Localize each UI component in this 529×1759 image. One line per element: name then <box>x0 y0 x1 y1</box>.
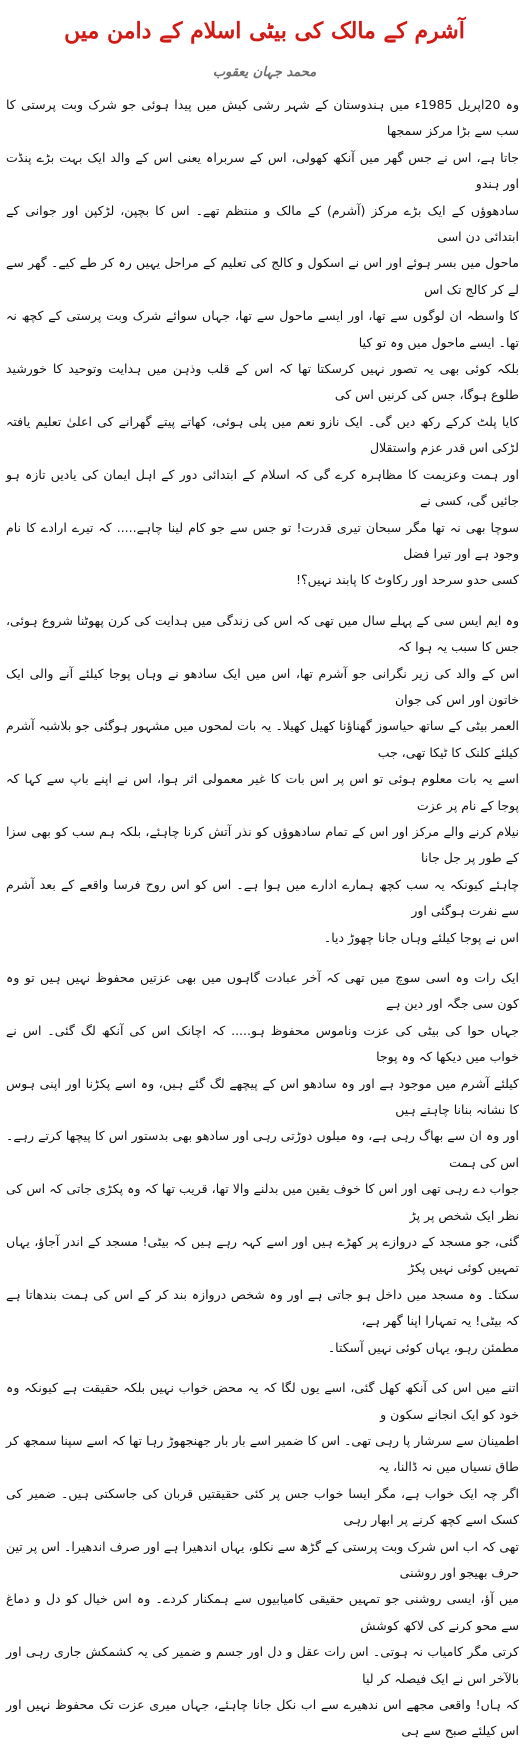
text-line: جواب دے رہی تھی اور اس کا خوف یقین میں بدلنے والا تھا، قریب تھا کہ وہ پکڑی جاتی کہ اس کی نظر ایک شخص پر پڑ <box>6 1181 519 1223</box>
paragraph-4 <box>6 1375 519 1745</box>
paragraph-3 <box>6 965 519 1361</box>
text-line: کیلئے آشرم میں موجود ہے اور وہ سادھو اس کے پیچھے لگ گئے ہیں، وہ اسے پکڑنا اور اپنی ہوس کا نشانہ بنانا چاہتے ہیں <box>6 1075 519 1118</box>
text-line: کا واسطہ ان لوگوں سے تھا، اور ایسے ماحول سے تھا، جہاں سوائے شرک وبت پرستی کے کچھ نہ تھا۔ ایسے ماحول میں وہ تو کیا <box>6 308 519 350</box>
text-line: وہ ایم ایس سی کے پہلے سال میں تھی کہ اس کی زندگی میں ہدایت کی کرن پھوٹنا شروع ہوئی، جس کا سبب یہ ہوا کہ <box>6 612 519 655</box>
article-body <box>6 92 519 1759</box>
text-line: جاتا ہے، اس نے جس گھر میں آنکھ کھولی، اس کے سربراہ یعنی اس کے والد ایک بہت بڑے پنڈت اور ہندو <box>6 149 519 192</box>
text-line: بلکہ کوئی بھی یہ تصور نہیں کرسکتا تھا کہ اس کے قلب وذہن میں ہدایت وتوحید کا خورشید طلوع ہوگا، جس کی کرنیں اس کی <box>6 361 519 403</box>
text-line: کہ ہاں! واقعی مجھے اس ندھیرے سے اب نکل جانا چاہئے، جہاں میری عزت تک محفوظ نہیں اور اس کیلئے صبح سے ہی <box>6 1696 519 1739</box>
text-line: العمر بیٹی کے ساتھ حیاسوز گھناؤنا کھیل کھیلا۔ یہ بات لمحوں میں مشہور ہوگئی جو بلاشبہ آشرم کیلئے کلنک کا ٹیکا تھی، جب <box>6 718 519 760</box>
text-line: اور ہمت وعزیمت کا مظاہرہ کرے گی کہ اسلام کے ابتدائی دور کے اہل ایمان کی یادیں تازہ ہو جائیں گی، کسی نے <box>6 466 519 509</box>
text-line: سوچا بھی نہ تھا مگر سبحان تیری قدرت! تو جس سے جو کام لینا چاہے..... کہ تیرے ارادے کا نام وجود ہے اور تیرا فضل <box>6 519 519 561</box>
text-line: سکتا۔ وہ مسجد میں داخل ہو جاتی ہے اور وہ شخص دروازہ بند کر کے اس کی ہمت بندھاتا ہے کہ بیٹی! یہ تمہارا اپنا گھر ہے، <box>6 1286 519 1329</box>
text-line: تھی کہ اب اس شرک وبت پرستی کے گڑھ سے نکلو، یہاں اندھیرا ہے اور صرف اندھیرا۔ اس پر تین حرف بھیجو اور روشنی <box>6 1538 519 1580</box>
author-name: محمد جہان یعقوب <box>212 65 317 80</box>
text-line: وہ 20اپریل 1985ء میں ہندوستان کے شہر رشی کیش میں پیدا ہوئی جو شرک وبت پرستی کا سب سے بڑا مرکز سمجھا <box>6 97 519 139</box>
text-line: اتنے میں اس کی آنکھ کھل گئی، اسے یوں لگا کہ یہ محض خواب نہیں بلکہ حقیقت ہے کیونکہ وہ خود کو ایک انجانے سکون و <box>6 1380 519 1422</box>
text-line: اس کے والد کی زیر نگرانی جو آشرم تھا، اس میں ایک سادھو نے وہاں پوجا کیلئے آنے والی ایک خاتون اور اس کی جوان <box>6 665 519 707</box>
text-line: میں آؤ، ایسی روشنی جو تمہیں حقیقی کامیابیوں سے ہمکنار کردے۔ وہ اس خیال کو دل و دماغ سے محو کرنے کی لاکھ کوشش <box>6 1591 519 1633</box>
text-line: اس نے پوجا کیلئے وہاں جانا چھوڑ دیا۔ <box>323 929 519 945</box>
text-line: اسے یہ بات معلوم ہوئی تو اس پر اس بات کا غیر معمولی اثر ہوا، اس نے اپنے باپ سے کہا کہ پوجا کے نام پر عزت <box>6 771 519 813</box>
text-line: مطمئن رہو، یہاں کوئی نہیں آسکتا۔ <box>327 1339 519 1355</box>
text-line: کرتی مگر کامیاب نہ ہوتی۔ اس رات عقل و دل اور جسم و ضمیر کی یہ کشمکش جاری رہی اور بالآخر اس نے ایک فیصلہ کر لیا <box>6 1644 519 1686</box>
text-line: نیلام کرنے والے مرکز اور اس کے تمام سادھوؤں کو نذر آتش کرنا چاہئے، بلکہ ہم سب کو بھی سزا کے طور پر جل جانا <box>6 823 519 866</box>
text-line: اور وہ ان سے بھاگ رہی ہے، وہ میلوں دوڑتی رہی اور سادھو بھی بدستور اس کا پیچھا کرتے رہے۔ اس کی ہمت <box>6 1128 519 1170</box>
text-line: جہاں حوا کی بیٹی کی عزت وناموس محفوظ ہو..... کہ اچانک اس کی آنکھ لگ گئی۔ اس نے خواب میں دیکھا کہ وہ پوجا <box>6 1022 519 1065</box>
text-line: اگر چہ ایک خواب ہے، مگر ایسا خواب جس پر کئی حقیقتیں قربان کی جاسکتی ہیں۔ ضمیر کی کسک اسے کچھ کرنے پر ابھار رہی <box>6 1485 519 1528</box>
paragraph-1 <box>6 92 519 594</box>
article-title: آشرم کے مالک کی بیٹی اسلام کے دامن میں <box>64 18 465 44</box>
text-line: سادھوؤں کے ایک بڑے مرکز (آشرم) کے مالک و منتظم تھے۔ اس کا بچپن، لڑکپن اور جوانی کے ابتدائی دن اسی <box>6 202 519 245</box>
text-line: کایا پلٹ کرکے رکھ دیں گی۔ ایک نازو نعم میں پلی ہوئی، کھاتے پیتے گھرانے کی اعلیٰ تعلیم یافتہ لڑکی اس قدر عزم واستقلال <box>6 413 519 456</box>
paragraph-2 <box>6 608 519 951</box>
text-line: ماحول میں بسر ہوئے اور اس نے اسکول و کالج کی تعلیم کے مراحل یہیں رہ کر طے کیے۔ گھر سے لے کر کالج تک اس <box>6 255 519 297</box>
text-line: ایک رات وہ اسی سوچ میں تھی کہ آخر عبادت گاہوں میں بھی عزتیں محفوظ نہیں ہیں تو وہ کون سی جگہ اور دین ہے <box>6 970 519 1012</box>
text-line: گئی، جو مسجد کے دروازے پر کھڑے ہیں اور اسے کہہ رہے ہیں کہ بیٹی! مسجد کے اندر آجاؤ، یہاں تمہیں کوئی نہیں پکڑ <box>6 1234 519 1276</box>
text-line: کسی حدو سرحد اور رکاوٹ کا پابند نہیں؟! <box>295 572 519 588</box>
text-line: چاہئے کیونکہ یہ سب کچھ ہمارے ادارے میں ہوا ہے۔ اس کو اس روح فرسا واقعے کے بعد آشرم سے نفرت ہوگئی اور <box>6 876 519 919</box>
text-line: اطمینان سے سرشار پا رہی تھی۔ اس کا ضمیر اسے بار بار جھنجھوڑ رہا تھا کہ اسے سپنا سمجھ کر طاق نسیاں میں نہ ڈالنا، یہ <box>6 1432 519 1475</box>
